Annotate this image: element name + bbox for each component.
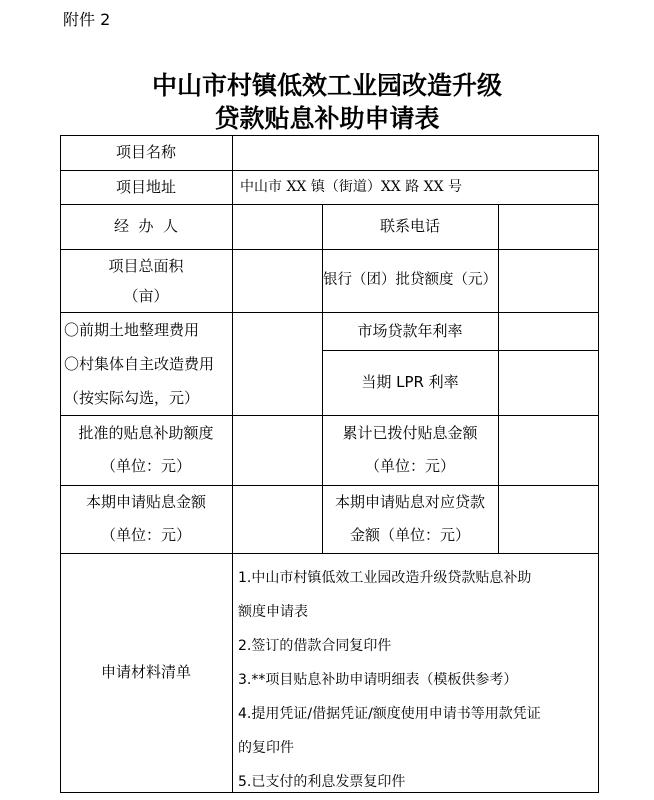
materials-item: 5.已支付的利息发票复印件 (238, 774, 406, 790)
form-title-line2: 贷款贴息补助申请表 (214, 104, 440, 133)
materials-item: 3.**项目贴息补助申请明细表（模板供参考） (238, 672, 518, 688)
option-village-renovation: 〇村集体自主改造费用 (64, 354, 215, 373)
current-apply-line2: （单位：元） (100, 526, 191, 544)
lpr-rate-label: 当期 LPR 利率 (361, 373, 459, 391)
materials-item: 4.提用凭证/借据凭证/额度使用申请书等用款凭证 (238, 706, 541, 722)
materials-item: 1.中山市村镇低效工业园改造升级贷款贴息补助 (238, 570, 532, 586)
handler-label: 经 办 人 (113, 217, 179, 235)
total-area-line1: 项目总面积 (108, 256, 184, 275)
fee-options (60, 312, 232, 415)
option-land-preparation: 〇前期土地整理费用 (64, 320, 200, 339)
current-loan-line2: 金额（单位：元） (349, 526, 470, 544)
approved-subsidy-line2: （单位：元） (100, 457, 191, 475)
approved-subsidy-label (60, 415, 232, 485)
project-name-label: 项目名称 (115, 143, 176, 161)
form-title-line1: 中山市村镇低效工业园改造升级 (151, 71, 502, 100)
materials-label: 申请材料清单 (100, 663, 191, 681)
current-apply-line1: 本期申请贴息金额 (85, 493, 206, 511)
total-area-label (60, 249, 232, 312)
cumulative-paid-label (322, 415, 498, 485)
materials-list (232, 553, 598, 792)
current-loan-line1: 本期申请贴息对应贷款 (334, 493, 485, 511)
market-rate-label: 市场贷款年利率 (357, 321, 463, 340)
materials-item: 额度申请表 (238, 604, 308, 620)
cumulative-paid-line2: （单位：元） (364, 457, 455, 475)
table-border-right (598, 135, 599, 793)
attachment-label: 附件 2 (63, 10, 111, 29)
bank-loan-label: 银行（团）批贷额度（元） (323, 272, 497, 288)
project-address-value: 中山市 XX 镇（街道）XX 路 XX 号 (240, 178, 463, 195)
cumulative-paid-line1: 累计已拨付贴息金额 (342, 424, 478, 442)
approved-subsidy-line1: 批准的贴息补助额度 (78, 424, 214, 442)
total-area-line2: （亩） (123, 286, 169, 305)
materials-item: 的复印件 (238, 740, 294, 756)
phone-label: 联系电话 (379, 217, 440, 235)
table-line (498, 204, 499, 553)
current-apply-label (60, 485, 232, 553)
current-loan-label (322, 485, 498, 553)
materials-item: 2.签订的借款合同复印件 (238, 638, 392, 654)
option-note: （按实际勾选，元） (64, 388, 200, 407)
project-address-label: 项目地址 (115, 177, 176, 196)
